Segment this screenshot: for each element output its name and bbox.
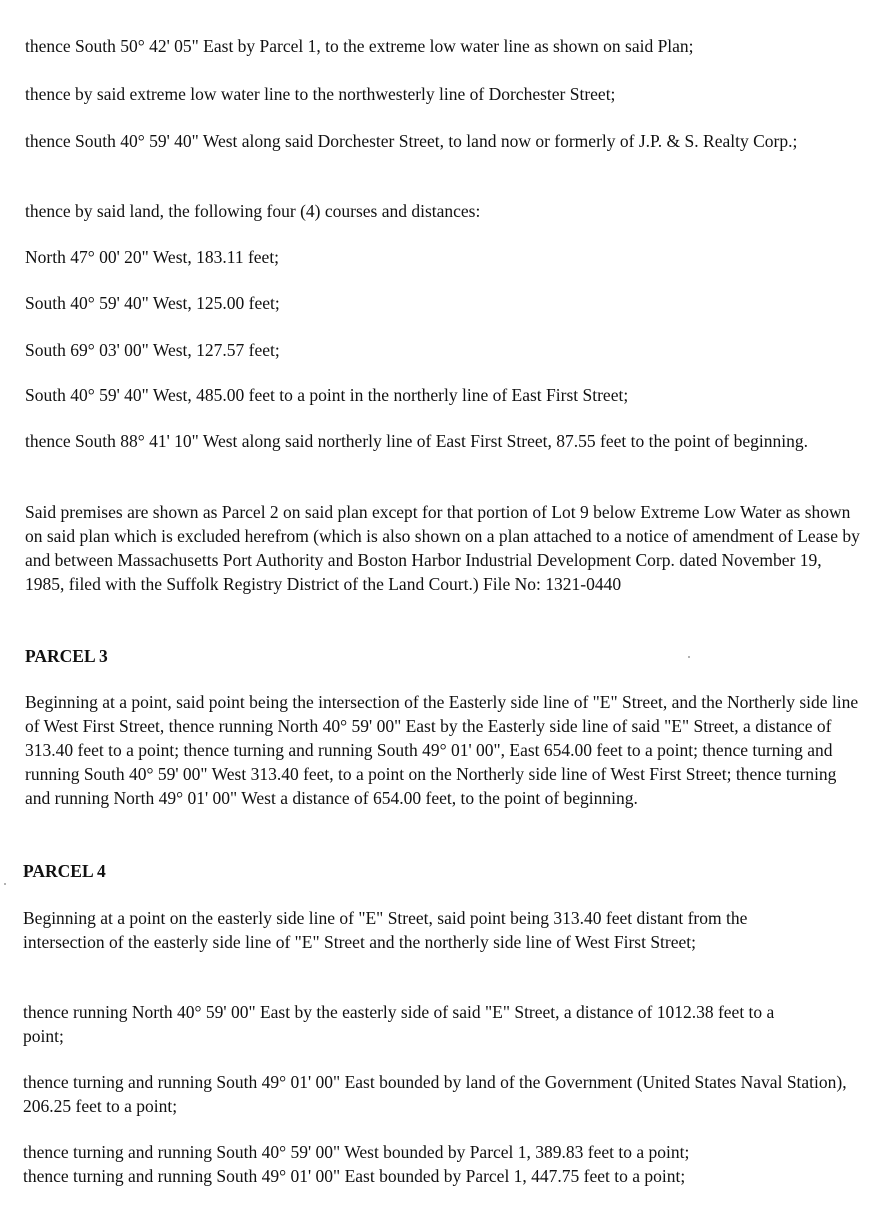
scan-speck	[688, 656, 690, 658]
paragraph-courses-intro: thence by said land, the following four (4) courses and distances:	[25, 201, 481, 221]
parcel-4-heading: PARCEL 4	[23, 861, 106, 881]
parcel-4-course-south-49-a: thence turning and running South 49° 01' 00" East bounded by land of the Government (United States Naval Station), 206.25 feet to a point;	[23, 1072, 847, 1116]
parcel-3-heading: PARCEL 3	[25, 646, 108, 666]
scan-speck	[4, 883, 6, 885]
parcel-4-course-north-40: thence running North 40° 59' 00" East by the easterly side of said "E" Street, a distance of 1012.38 feet to a point;	[23, 1002, 775, 1046]
paragraph-course-1: thence South 50° 42' 05" East by Parcel 1, to the extreme low water line as shown on said Plan;	[25, 36, 694, 56]
parcel-4-beginning: Beginning at a point on the easterly side line of "E" Street, said point being 313.40 feet distant from the intersection of the easterly side line of "E" Street and the northerly side line of West First Street;	[23, 908, 748, 952]
paragraph-course-2: thence by said extreme low water line to the northwesterly line of Dorchester Street;	[25, 84, 616, 104]
parcel-3-description: Beginning at a point, said point being the intersection of the Easterly side line of "E" Street, and the Northerly side line of West First Street, thence running North 40° 59' 00" East by the Easterly side line of said "E" Street, a distance of 313.40 feet to a point; thence turning and running South 49° 01' 00", East 654.00 feet to a point; thence turning and running South 40° 59' 00" West 313.40 feet, to a point on the Northerly side line of West First Street; thence turning and running North 49° 01' 00" West a distance of 654.00 feet, to the point of beginning.	[25, 692, 859, 808]
paragraph-course-3: thence South 40° 59' 40" West along said Dorchester Street, to land now or formerly of J.P. & S. Realty Corp.;	[25, 131, 798, 151]
paragraph-course-south-69: South 69° 03' 00" West, 127.57 feet;	[25, 340, 280, 360]
paragraph-said-premises: Said premises are shown as Parcel 2 on said plan except for that portion of Lot 9 below Extreme Low Water as shown on said plan which is excluded herefrom (which is also shown on a plan attached to a notice of amendment of Lease by and between Massachusetts Port Authority and Boston Harbor Industrial Development Corp. dated November 19, 1985, filed with the Suffolk Registry District of the Land Court.) File No: 1321-0440	[25, 502, 860, 594]
parcel-4-course-south-49-b: thence turning and running South 49° 01' 00" East bounded by Parcel 1, 447.75 feet to a point;	[23, 1166, 686, 1186]
paragraph-course-south-40-b: South 40° 59' 40" West, 485.00 feet to a point in the northerly line of East First Street;	[25, 385, 629, 405]
paragraph-course-south-88: thence South 88° 41' 10" West along said northerly line of East First Street, 87.55 feet to the point of beginning.	[25, 431, 809, 451]
paragraph-course-north-47: North 47° 00' 20" West, 183.11 feet;	[25, 247, 280, 267]
paragraph-course-south-40-a: South 40° 59' 40" West, 125.00 feet;	[25, 293, 280, 313]
parcel-4-course-south-40: thence turning and running South 40° 59' 00" West bounded by Parcel 1, 389.83 feet to a point;	[23, 1142, 690, 1162]
